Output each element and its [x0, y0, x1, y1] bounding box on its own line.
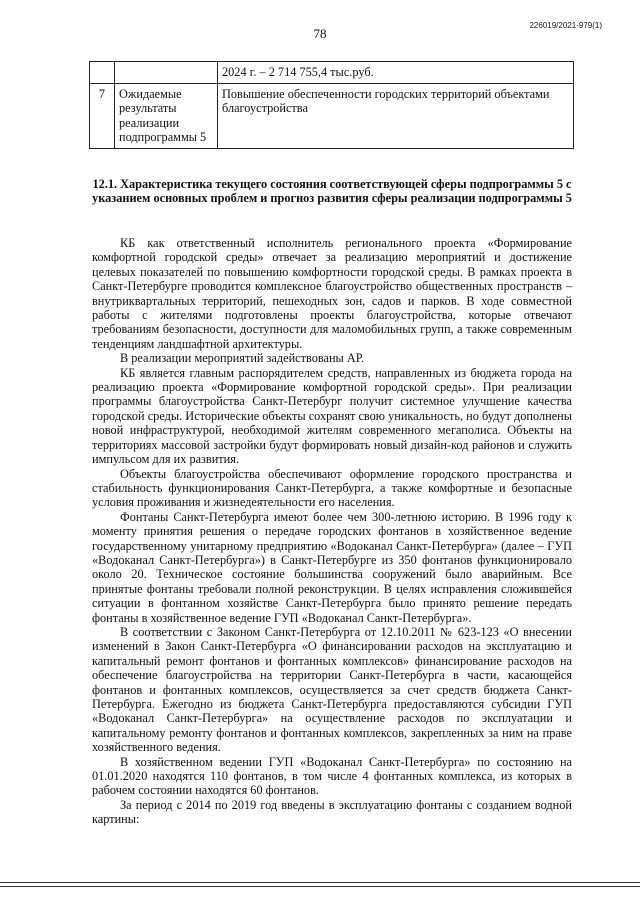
paragraph: Объекты благоустройства обеспечивают оформление городского пространства и стабильность функционирования Санкт-Петербурга, а также комфортные и безопасные условия проживания и жизнедеятельности его населения. [92, 466, 572, 510]
page-number: 78 [313, 26, 327, 41]
paragraph: В реализации мероприятий задействованы АР. [120, 351, 365, 366]
row-value-cell: 2024 г. – 2 714 755,4 тыс.руб. [218, 62, 574, 84]
row-value-cell: Повышение обеспеченности городских территорий объектами благоустройства [218, 83, 574, 148]
paragraph: Фонтаны Санкт-Петербурга имеют более чем 300-летнюю историю. В 1996 году к моменту принятия решения о передаче городских фонтанов в хозяйственное ведение государственному унитарному предприятию «Водоканал Санкт-Петербурга» (далее – ГУП «Водоканал Санкт-Петербурга») в Санкт-Петербурге из 350 фонтанов функционировало около 20. Техническое состояние большинства сооружений было аварийным. Все принятые фонтаны требовали полной реконструкции. В целях исправления сложившейся ситуации в фонтанном хозяйстве Санкт-Петербурга было принято решение передать фонтаны в хозяйственное ведение ГУП «Водоканал Санкт-Петербурга». [92, 509, 572, 625]
row-label-cell [115, 62, 218, 84]
footer-rule [0, 882, 640, 883]
paragraph: В соответствии с Законом Санкт-Петербурга от 12.10.2011 № 623-123 «О внесении изменений в Закон Санкт-Петербурга «О финансировании расходов на эксплуатацию и капитальный ремонт фонтанов и фонтанных комплексов» финансирование расходов на обеспечение благоустройства на территории Санкт-Петербурга в части, касающейся фонтанов и фонтанных комплексов, осуществляется за счет средств бюджета Санкт-Петербурга. Ежегодно из бюджета Санкт-Петербурга предоставляются субсидии ГУП «Водоканал Санкт-Петербурга» на осуществление расходов по эксплуатации и капитальному ремонту фонтанов и фонтанных комплексов, закрепленных за ним на праве хозяйственного ведения. [92, 624, 572, 755]
section-heading: 12.1. Характеристика текущего состояния соответствующей сферы подпрограммы 5 с указанием основных проблем и прогноз развития сферы реализации подпрограммы 5 [92, 177, 572, 206]
paragraph: За период с 2014 по 2019 год введены в эксплуатацию фонтаны с созданием водной картины: [92, 797, 572, 827]
passport-table [89, 61, 574, 149]
document-code: 226019/2021-979(1) [529, 21, 602, 30]
footer-rule [0, 886, 640, 887]
section-body [92, 236, 572, 827]
row-label-cell: Ожидаемые результаты реализации подпрограммы 5 [115, 83, 218, 148]
table-row [90, 83, 574, 148]
table-row [90, 62, 574, 84]
row-number-cell [90, 62, 115, 84]
paragraph: В хозяйственном ведении ГУП «Водоканал Санкт-Петербурга» по состоянию на 01.01.2020 находятся 110 фонтанов, в том числе 4 фонтанных комплекса, из которых в рабочем состоянии находятся 60 фонтанов. [92, 754, 572, 798]
paragraph: КБ как ответственный исполнитель регионального проекта «Формирование комфортной городской среды» отвечает за реализацию мероприятий и достижение целевых показателей по повышению комфортности городской среды. В рамках проекта в Санкт-Петербурге проводится комплексное благоустройство общественных пространств – внутриквартальных территорий, пешеходных зон, садов и парков. В ходе совместной работы с жителями подготовлены проекты благоустройства, которые отвечают требованиям безопасности, доступности для маломобильных групп, а также современным тенденциям ландшафтной архитектуры. [92, 236, 572, 351]
paragraph: КБ является главным распорядителем средств, направленных из бюджета города на реализацию проекта «Формирование комфортной городской среды». При реализации программы благоустройства Санкт-Петербург получит системное улучшение качества городской среды. Исторические объекты сохранят свою уникальность, но будут дополнены новой инфраструктурой, необходимой жителям современного мегаполиса. Объекты на территориях массовой застройки будут формировать новый дизайн-код районов и служить импульсом для их развития. [92, 365, 572, 467]
row-number-cell: 7 [90, 83, 115, 148]
